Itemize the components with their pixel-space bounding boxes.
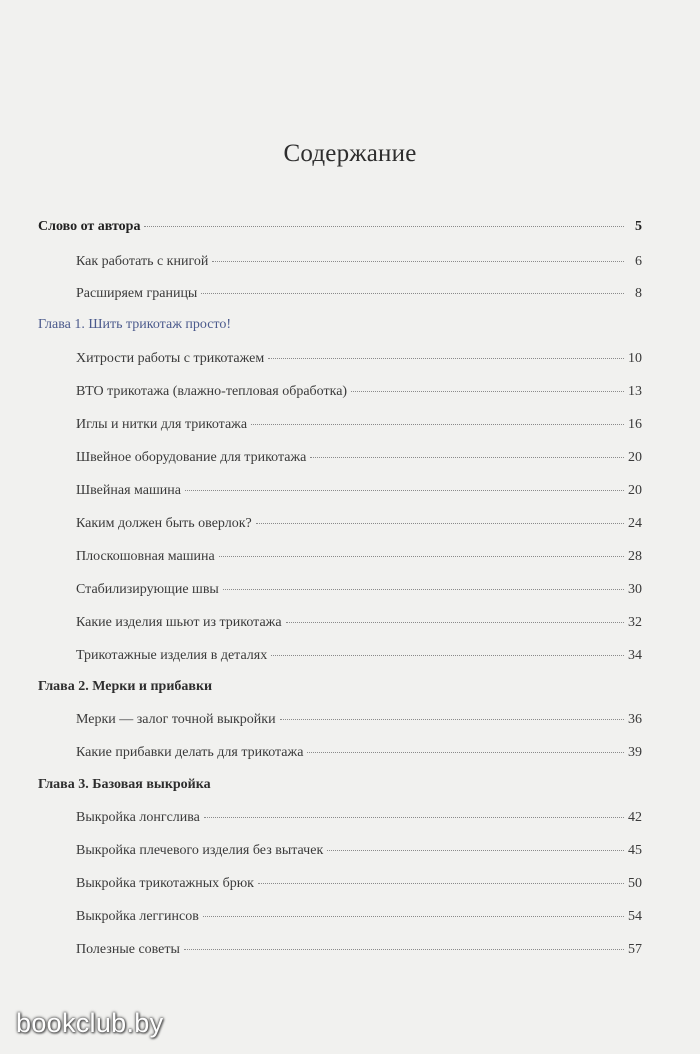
toc-entry-page: 30 (628, 582, 642, 597)
toc-entry-label: Какие изделия шьют из трикотажа (76, 615, 282, 630)
toc-entry-page: 8 (635, 286, 642, 301)
toc-entry-label: Швейная машина (76, 483, 181, 498)
toc-entry[interactable] (38, 940, 642, 960)
toc-entry-label: Слово от автора (38, 219, 141, 234)
toc-entry-page: 36 (628, 712, 642, 727)
toc-entry-page: 42 (628, 810, 642, 825)
toc-entry-label: Выкройка лонгслива (76, 810, 200, 825)
toc-entry-page: 28 (628, 549, 642, 564)
toc-entry-page: 32 (628, 615, 642, 630)
dot-leader (280, 719, 624, 720)
dot-leader (256, 523, 624, 524)
dot-leader (310, 457, 624, 458)
toc-entry[interactable] (38, 448, 642, 468)
toc-entry[interactable] (38, 743, 642, 763)
toc-entry-label: Какие прибавки делать для трикотажа (76, 745, 304, 760)
toc-entry-intro[interactable] (38, 217, 642, 237)
dot-leader (268, 358, 624, 359)
toc-entry[interactable] (38, 481, 642, 501)
toc-entry-label: Стабилизирующие швы (76, 582, 219, 597)
dot-leader (223, 589, 624, 590)
dot-leader (204, 817, 624, 818)
dot-leader (271, 655, 624, 656)
page-title: Содержание (283, 140, 417, 167)
toc-entry-page: 39 (628, 745, 642, 760)
toc-entry-label: Швейное оборудование для трикотажа (76, 450, 307, 465)
toc-entry[interactable] (38, 613, 642, 633)
dot-leader (327, 850, 624, 851)
toc-entry-label: Каким должен быть оверлок? (76, 516, 252, 531)
toc-entry-label: Плоскошовная машина (76, 549, 215, 564)
toc-entry-page: 13 (628, 384, 642, 399)
toc-entry-page: 5 (635, 219, 642, 234)
toc-entry-page: 16 (628, 417, 642, 432)
toc-entry-page: 20 (628, 450, 642, 465)
toc-entry-label: ВТО трикотажа (влажно-тепловая обработка) (76, 384, 348, 399)
toc-entry-label: Мерки — залог точной выкройки (76, 712, 276, 727)
toc-entry[interactable] (38, 514, 642, 534)
toc-entry-label: Трикотажные изделия в деталях (76, 648, 268, 663)
dot-leader (201, 293, 624, 294)
toc-entry-page: 20 (628, 483, 642, 498)
toc-entry[interactable] (38, 252, 642, 272)
toc-entry[interactable] (38, 284, 642, 304)
toc-entry[interactable] (38, 841, 642, 861)
toc-entry[interactable] (38, 580, 642, 600)
dot-leader (185, 490, 624, 491)
dot-leader (286, 622, 624, 623)
dot-leader (219, 556, 624, 557)
toc-entry-label: Полезные советы (76, 942, 180, 957)
toc-entry-label: Расширяем границы (76, 286, 198, 301)
toc-entry-label: Хитрости работы с трикотажем (76, 351, 265, 366)
toc-entry-label: Иглы и нитки для трикотажа (76, 417, 248, 432)
chapter-2-heading[interactable]: Глава 2. Мерки и прибавки (38, 679, 213, 694)
toc-entry-page: 34 (628, 648, 642, 663)
dot-leader (251, 424, 624, 425)
toc-entry[interactable] (38, 710, 642, 730)
dot-leader (144, 226, 624, 227)
toc-entry-label: Выкройка леггинсов (76, 909, 199, 924)
chapter-3-heading[interactable]: Глава 3. Базовая выкройка (38, 777, 211, 792)
toc-entry[interactable] (38, 349, 642, 369)
toc-entry-page: 50 (628, 876, 642, 891)
toc-entry[interactable] (38, 382, 642, 402)
toc-entry[interactable] (38, 808, 642, 828)
chapter-1-heading[interactable]: Глава 1. Шить трикотаж просто! (38, 317, 232, 332)
dot-leader (307, 752, 624, 753)
toc-entry[interactable] (38, 646, 642, 666)
toc-entry-page: 45 (628, 843, 642, 858)
dot-leader (212, 261, 624, 262)
toc-entry-label: Выкройка плечевого изделия без вытачек (76, 843, 324, 858)
dot-leader (203, 916, 624, 917)
dot-leader (351, 391, 624, 392)
dot-leader (258, 883, 624, 884)
toc-entry-page: 54 (628, 909, 642, 924)
toc-entry[interactable] (38, 547, 642, 567)
toc-entry-page: 57 (628, 942, 642, 957)
toc-entry[interactable] (38, 415, 642, 435)
toc-entry[interactable] (38, 874, 642, 894)
toc-entry-page: 6 (635, 254, 642, 269)
toc-entry-page: 10 (628, 351, 642, 366)
toc-entry[interactable] (38, 907, 642, 927)
toc-entry-label: Как работать с книгой (76, 254, 209, 269)
toc-entry-label: Выкройка трикотажных брюк (76, 876, 254, 891)
dot-leader (184, 949, 624, 950)
toc-entry-page: 24 (628, 516, 642, 531)
watermark: bookclub.by (16, 1008, 164, 1038)
